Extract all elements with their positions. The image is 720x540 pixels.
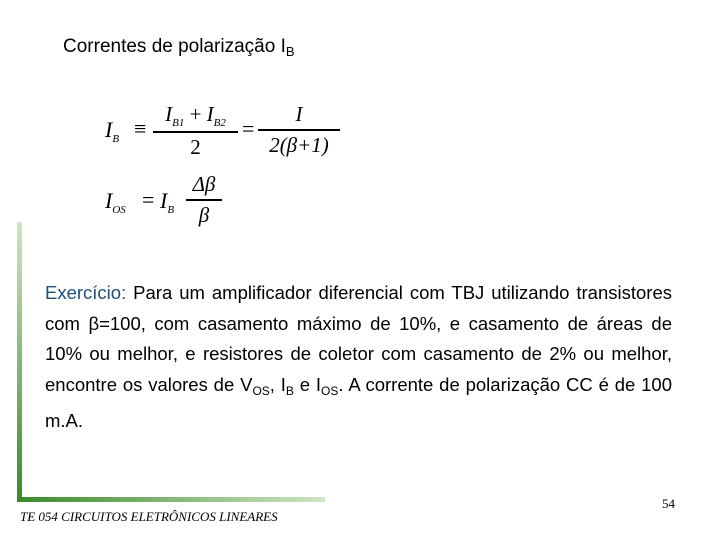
eq1-lhs: $I_B$ — [105, 117, 120, 145]
exercise-label: Exercício: — [45, 282, 127, 303]
eq2-equals: = — [142, 187, 155, 212]
slide-title — [63, 36, 295, 59]
green-accent-vertical — [17, 222, 22, 502]
eq1-fraction-left: $I_{B1} + I_{B2}$ 2 — [153, 102, 238, 160]
eq1-fraction-right: I 2(β+1) — [258, 102, 340, 158]
eq1-equiv: ≡ — [134, 116, 147, 141]
title-text: Correntes de polarização I — [63, 36, 286, 57]
eq2-rhs: $I_B$ — [160, 188, 175, 216]
sub-os-2: OS — [321, 383, 339, 398]
eq2-lhs: $I_{OS}$ — [105, 188, 126, 216]
footer-course: TE 054 CIRCUITOS ELETRÔNICOS LINEARES — [20, 509, 278, 524]
exercise-text-4: . A corrente de polarização CC é de 100 m.A. — [45, 373, 673, 431]
exercise-text-3: e I — [293, 373, 322, 395]
sub-os-1: OS — [252, 383, 270, 398]
exercise-text-1: Para um amplificador diferencial com TBJ utilizando transistores com β=100, com casamento máximo de 10%, e casamento de áreas de 10% ou melhor, e resistores de coletor com casamento de 2% ou melhor, encontre os valores de V — [45, 282, 672, 395]
page-number: 54 — [662, 496, 675, 511]
eq1-equals: = — [242, 116, 255, 141]
eq2-fraction: Δβ β — [186, 172, 222, 228]
title-subscript: B — [285, 44, 295, 59]
sub-b: B — [285, 383, 294, 398]
green-accent-horizontal — [17, 497, 325, 502]
exercise-paragraph — [45, 278, 672, 437]
exercise-text-2: , I — [269, 373, 286, 395]
